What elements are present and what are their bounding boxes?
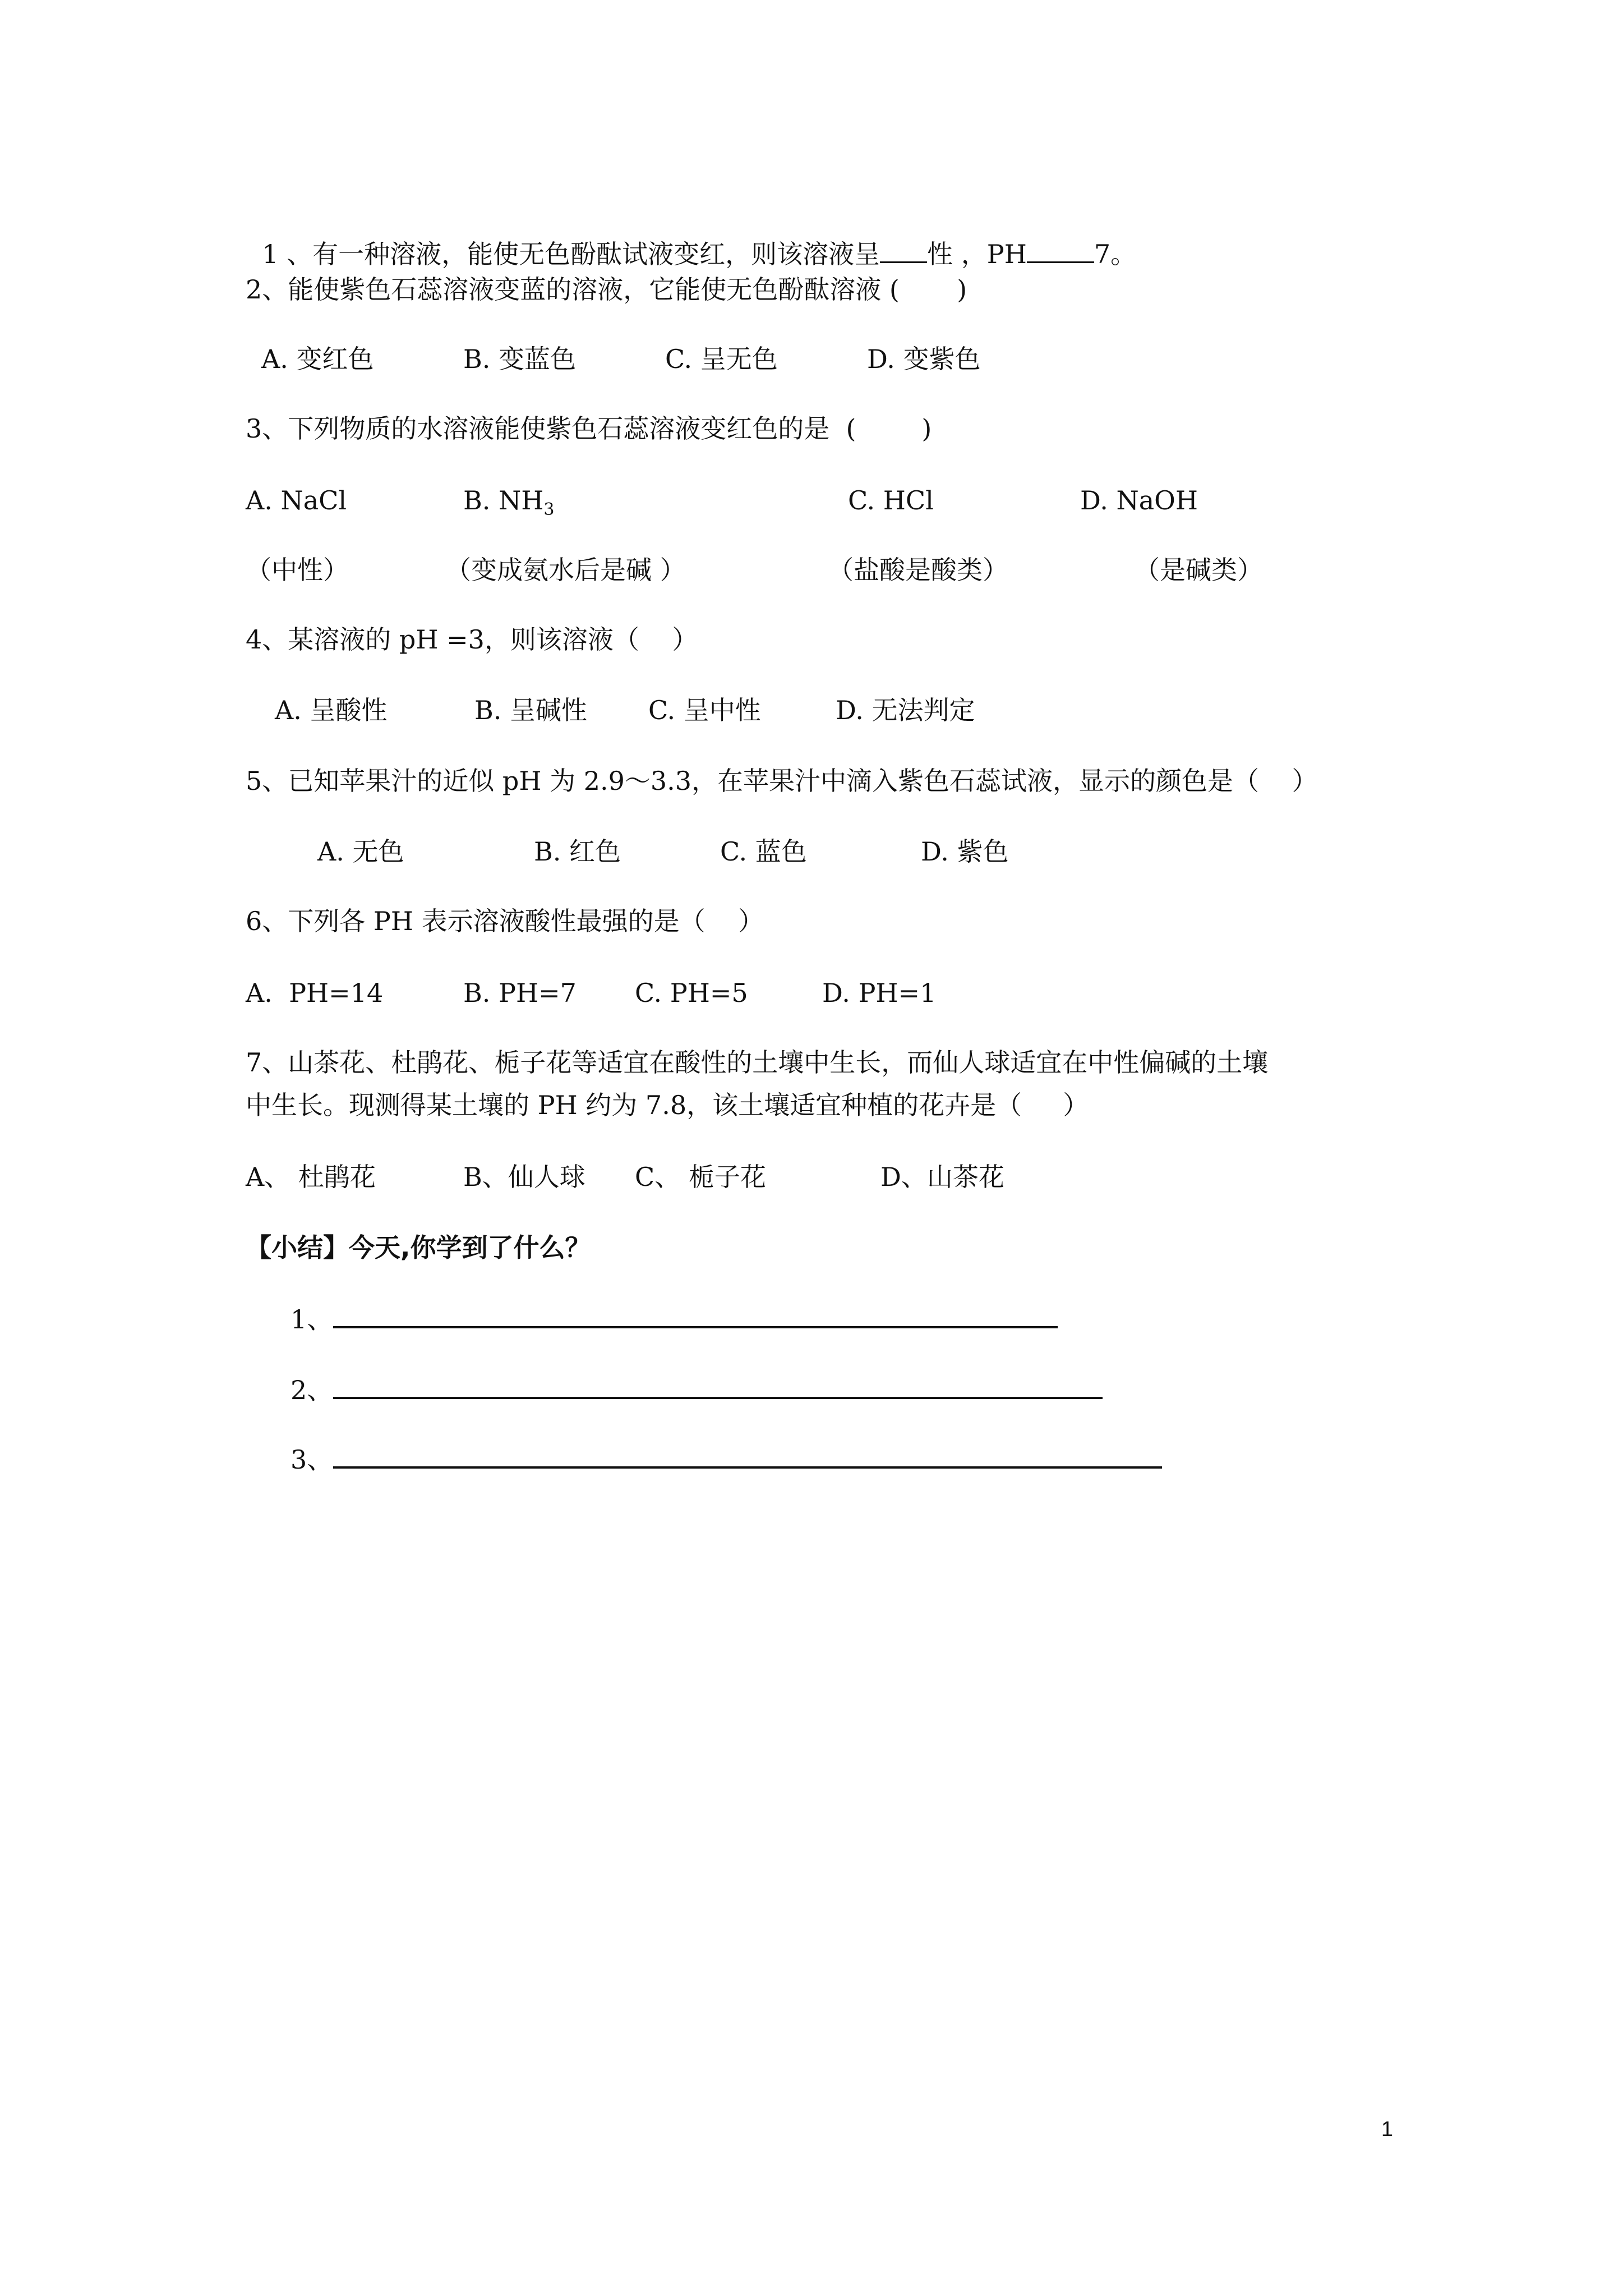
q5-option-c[interactable]: C. 蓝色 — [720, 836, 807, 867]
q3-option-b-subscript: 3 — [543, 500, 555, 519]
summary-answer-line-1[interactable] — [333, 1326, 1058, 1328]
q3-option-a[interactable]: A. NaCl — [246, 485, 347, 516]
q3-note-c: （盐酸是酸类） — [828, 555, 1008, 585]
summary-title: 【小结】今天,你学到了什么？ — [246, 1232, 591, 1263]
q3-option-c[interactable]: C. HCl — [848, 485, 934, 516]
q3-note-a: （中性） — [246, 555, 349, 585]
q4-option-c[interactable]: C. 呈中性 — [648, 695, 761, 725]
q5-option-d[interactable]: D. 紫色 — [921, 836, 1009, 867]
q4-option-a[interactable]: A. 呈酸性 — [275, 695, 388, 725]
q2-option-b[interactable]: B. 变蓝色 — [463, 344, 577, 374]
q4-option-b[interactable]: B. 呈碱性 — [474, 695, 588, 725]
q3-option-b[interactable] — [463, 484, 555, 527]
q3-note-d: （是碱类） — [1134, 555, 1263, 585]
q6-option-c[interactable]: C. PH=5 — [635, 978, 748, 1008]
question-1 — [246, 203, 1136, 271]
q1-suffix: 7。 — [1094, 239, 1137, 269]
question-5-stem: 5、已知苹果汁的近似 pH 为 2.9～3.3，在苹果汁中滴入紫色石蕊试液，显示的颜色是（ ） — [246, 766, 1318, 796]
summary-answer-line-2[interactable] — [333, 1397, 1103, 1399]
q2-option-c[interactable]: C. 呈无色 — [665, 344, 778, 374]
question-7-stem-line-1: 7、山茶花、杜鹃花、栀子花等适宜在酸性的土壤中生长，而仙人球适宜在中性偏碱的土壤 — [246, 1047, 1269, 1078]
page-number: 1 — [1381, 2118, 1393, 2141]
q2-option-d[interactable]: D. 变紫色 — [867, 344, 981, 374]
summary-item-1-label: 1、 — [291, 1304, 333, 1335]
q1-prefix: 1 、有一种溶液，能使无色酚酞试液变红，则该溶液呈 — [262, 239, 880, 269]
q1-blank-2[interactable] — [1027, 237, 1094, 263]
summary-answer-line-3[interactable] — [333, 1466, 1162, 1469]
question-4-stem: 4、某溶液的 pH =3，则该溶液（ ） — [246, 624, 698, 655]
q2-option-a[interactable]: A. 变红色 — [261, 344, 374, 374]
summary-item-2-label: 2、 — [291, 1375, 333, 1405]
q3-option-b-text: B. NH — [463, 485, 544, 516]
q7-option-a[interactable]: A、 杜鹃花 — [246, 1162, 376, 1192]
question-2-stem: 2、能使紫色石蕊溶液变蓝的溶液，它能使无色酚酞溶液 ( ) — [246, 274, 967, 305]
question-3-stem: 3、下列物质的水溶液能使紫色石蕊溶液变红色的是 ( ) — [246, 413, 932, 444]
summary-item-3-label: 3、 — [291, 1444, 333, 1475]
q3-note-b: （变成氨水后是碱 ） — [445, 555, 686, 585]
q6-option-b[interactable]: B. PH=7 — [463, 978, 577, 1008]
question-6-stem: 6、下列各 PH 表示溶液酸性最强的是（ ） — [246, 906, 764, 936]
q5-option-a[interactable]: A. 无色 — [317, 836, 404, 867]
q6-option-a[interactable]: A. PH=14 — [246, 978, 384, 1008]
q7-option-d[interactable]: D、山茶花 — [880, 1162, 1004, 1192]
question-7-stem-line-2: 中生长。现测得某土壤的 PH 约为 7.8，该土壤适宜种植的花卉是（ ） — [246, 1090, 1089, 1120]
q7-option-c[interactable]: C、 栀子花 — [635, 1162, 766, 1192]
q1-mid: 性 ，PH — [927, 239, 1027, 269]
q7-option-b[interactable]: B、仙人球 — [463, 1162, 585, 1192]
q6-option-d[interactable]: D. PH=1 — [822, 978, 937, 1008]
q3-option-d[interactable]: D. NaOH — [1080, 485, 1198, 516]
q1-blank-1[interactable] — [880, 237, 927, 263]
q5-option-b[interactable]: B. 红色 — [534, 836, 621, 867]
q4-option-d[interactable]: D. 无法判定 — [836, 695, 975, 725]
